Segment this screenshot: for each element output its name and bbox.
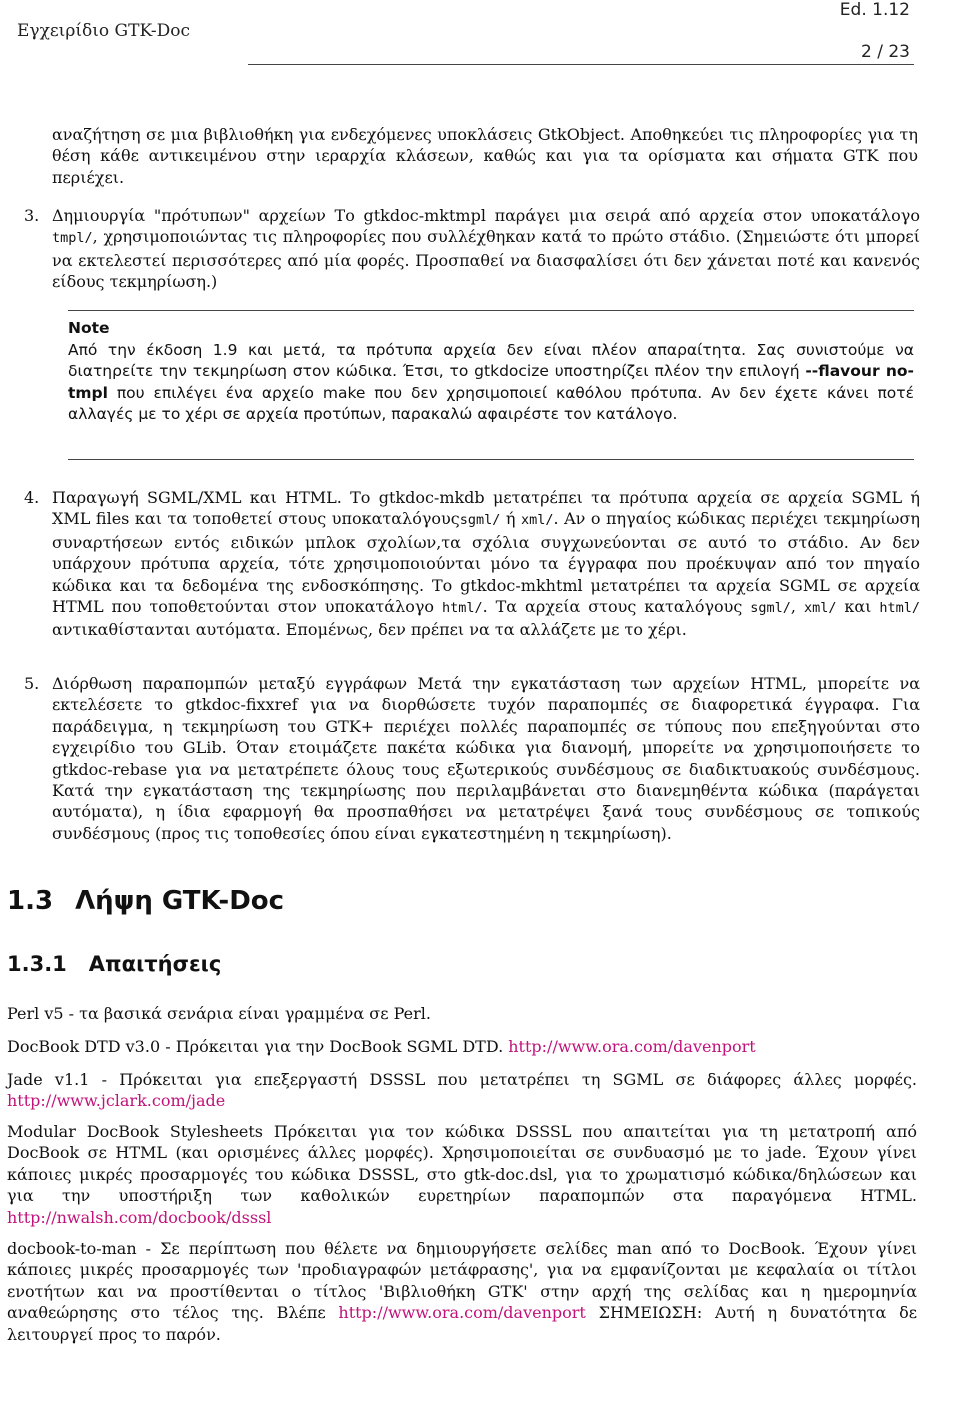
option-flag: --flavour no-tmpl (68, 362, 914, 402)
req-jade: Jade v1.1 - Πρόκειται για επεξεργαστή DSSSL που μετατρέπει τη SGML σε διάφορες άλλες μορφές. http://www.jclark.com/jade (7, 1070, 917, 1111)
page-number: 2 / 23 (861, 42, 910, 62)
inline-code: html/ (879, 600, 921, 617)
note-title: Note (68, 319, 110, 337)
req-perl: Perl v5 - τα βασικά σενάρια είναι γραμμένα σε Perl. (7, 1004, 431, 1023)
jade-link[interactable]: http://www.jclark.com/jade (7, 1091, 226, 1111)
list-number: 5. (24, 674, 40, 693)
document-title: Εγχειρίδιο GTK-Doc (17, 21, 191, 41)
docbook-link[interactable]: http://www.ora.com/davenport (508, 1037, 756, 1056)
req-modular-stylesheets: Modular DocBook Stylesheets Πρόκειται για τον κώδικα DSSSL που απαιτείται για τη μετατροπή από DocBook σε HTML (και ορισμένες άλλες μορφές). Χρησιμοποιείται σε συνδυασμό με το jade. Έχουν γίνει κάποιες μικρές προσαρμογές του κώδικα DSSSL, στο gtk-doc.dsl, για το χρωματισμό κώδικα/δηλώσεων και για την υποστήριξη των καθολικών ευρετηρίων παραπομπών στα παραγόμενα HTML. http://nwalsh.com/docbook/dsssl (7, 1122, 917, 1227)
inline-code: html/ (441, 600, 483, 617)
inline-code: sgml/ (459, 512, 501, 529)
note-bottom-divider (68, 459, 914, 460)
list-item-text: Παραγωγή SGML/XML και HTML. Το gtkdoc-mkdb μετατρέπει τα πρότυπα αρχεία σε αρχεία SGML ή XML files και τα τοποθετεί στους υποκαταλόγουςsgml/ ή xml/. Αν ο πηγαίος κώδικας περιέχει τεκμηρίωση συναρτήσεων εντός ειδικών μπλοκ σχολίων,τα σχόλια συγχωνεύονται σε αυτό το στάδιο. Αν δεν υπάρχουν πρότυπα αρχεία, τότε χρησιμοποιούνται μόνο τα έγγραφα που προέκυψαν από τον πηγαίο κώδικα και τα δεδομένα της ενδοσκόπησης. Το gtkdoc-mkhtml μετατρέπει τα αρχεία SGML σε αρχεία HTML που τοποθετούνται στον υποκατάλογο html/. Τα αρχεία στους καταλόγους sgml/, xml/ και html/ αντικαθίστανται αυτόματα. Επομένως, δεν πρέπει να τα αλλάζετε με το χέρι. (52, 488, 921, 640)
subsection-heading: 1.3.1 Απαιτήσεις (7, 952, 222, 976)
list-item-5 (24, 673, 920, 844)
list-number: 4. (24, 488, 40, 507)
list-item-4 (24, 487, 920, 641)
req-docbook-to-man: docbook-to-man - Σε περίπτωση που θέλετε να δημιουργήσετε σελίδες man από το DocBook. Έχουν γίνει κάποιες μικρές προσαρμογές των 'προδιαγραφών μετάφρασης', για να εμφανίζονται με κεφαλαία οι τίτλοι ενοτήτων και να προστίθενται ο τίτλος 'Βιβλιοθήκη GTK' στην αρχή της σελίδας και η ημερομηνία αναθεώρησης στο τέλος της. Βλέπε http://www.ora.com/davenport ΣΗΜΕΙΩΣΗ: Αυτή η δυνατότητα δε λειτουργεί προς το παρόν. (7, 1239, 917, 1344)
dsssl-link[interactable]: http://nwalsh.com/docbook/dsssl (7, 1207, 272, 1227)
inline-code: tmpl/ (52, 230, 93, 247)
list-item-text: Διόρθωση παραπομπών μεταξύ εγγράφων Μετά την εγκατάσταση των αρχείων HTML, μπορείτε να εκτελέσετε το gtkdoc-fixxref για να διορθώσετε τυχόν παραπομπές σε διαφορετικά έγγραφα. Για παράδειγμα, η τεκμηρίωση του GTK+ περιέχει πολλές παραπομπές σε τύπους που επεξηγούνται στο εγχειρίδιο του GLib. Όταν ετοιμάζετε πακέτα κώδικα για διανομή, μπορείτε να χρησιμοποιήσετε το gtkdoc-rebase για να μετατρέπετε όλους τους εξωτερικούς συνδέσμους σε διαδικτυακούς συνδέσμους. Κατά την εγκατάσταση της τεκμηρίωσης που περιλαμβάνεται στο διανεμηθέντα κώδικα (παράγεται αυτόματα), η ίδια εφαρμογή θα προσπαθήσει να μετατρέψει ξανά τους συνδέσμους σε τοπικούς συνδέσμους (προς τις τοποθεσίες όπου είναι εγκατεστημένη η τεκμηρίωση). (52, 674, 920, 843)
inline-code: sgml/ (750, 600, 791, 617)
section-heading: 1.3 Λήψη GTK-Doc (7, 886, 285, 916)
edition-label: Ed. 1.12 (839, 0, 910, 20)
req-docbook: DocBook DTD v3.0 - Πρόκειται για την DocBook SGML DTD. http://www.ora.com/davenport (7, 1037, 756, 1056)
list-item-text: Δημιουργία "πρότυπων" αρχείων Το gtkdoc-mktmpl παράγει μια σειρά από αρχεία στον υποκατάλογο tmpl/, χρησιμοποιώντας τις πληροφορίες που συλλέχθηκαν κατά το πρώτο στάδιο. (Σημειώστε ότι μπορεί να εκτελεστεί περισσότερες από μία φορές. Προσπαθεί να διασφαλίσει ότι δεν χάνεται ποτέ και κανενός είδους τεκμηρίωση.) (52, 206, 920, 292)
note-box (68, 318, 914, 426)
intro-paragraph: αναζήτηση σε μια βιβλιοθήκη για ενδεχόμενες υποκλάσεις GtkObject. Αποθηκεύει τις πληροφορίες για τη θέση κάθε αντικειμένου στην ιεραρχία κλάσεων, καθώς και για τα ορίσματα και σήματα GTK που περιέχει. (52, 125, 918, 187)
list-number: 3. (24, 206, 40, 225)
note-top-divider (68, 310, 914, 311)
note-text: Από την έκδοση 1.9 και μετά, τα πρότυπα αρχεία δεν είναι πλέον απαραίτητα. Σας συνιστούμε να διατηρείτε την τεκμηρίωση στον κώδικα. Έτσι, το gtkdocize υποστηρίζει πλέον την επιλογή --flavour no-tmpl που επιλέγει ένα αρχείο make που δεν χρησιμοποιεί καθόλου πρότυπα. Αν δεν έχετε κάνει ποτέ αλλαγές με το χέρι σε αρχεία προτύπων, παρακαλώ αφαιρέστε τον κατάλογο. (68, 340, 914, 424)
davenport-link[interactable]: http://www.ora.com/davenport (338, 1303, 586, 1323)
header-divider (248, 64, 914, 65)
inline-code: xml/ (520, 512, 554, 529)
list-item-3 (24, 205, 920, 293)
inline-code: xml/ (803, 600, 837, 617)
